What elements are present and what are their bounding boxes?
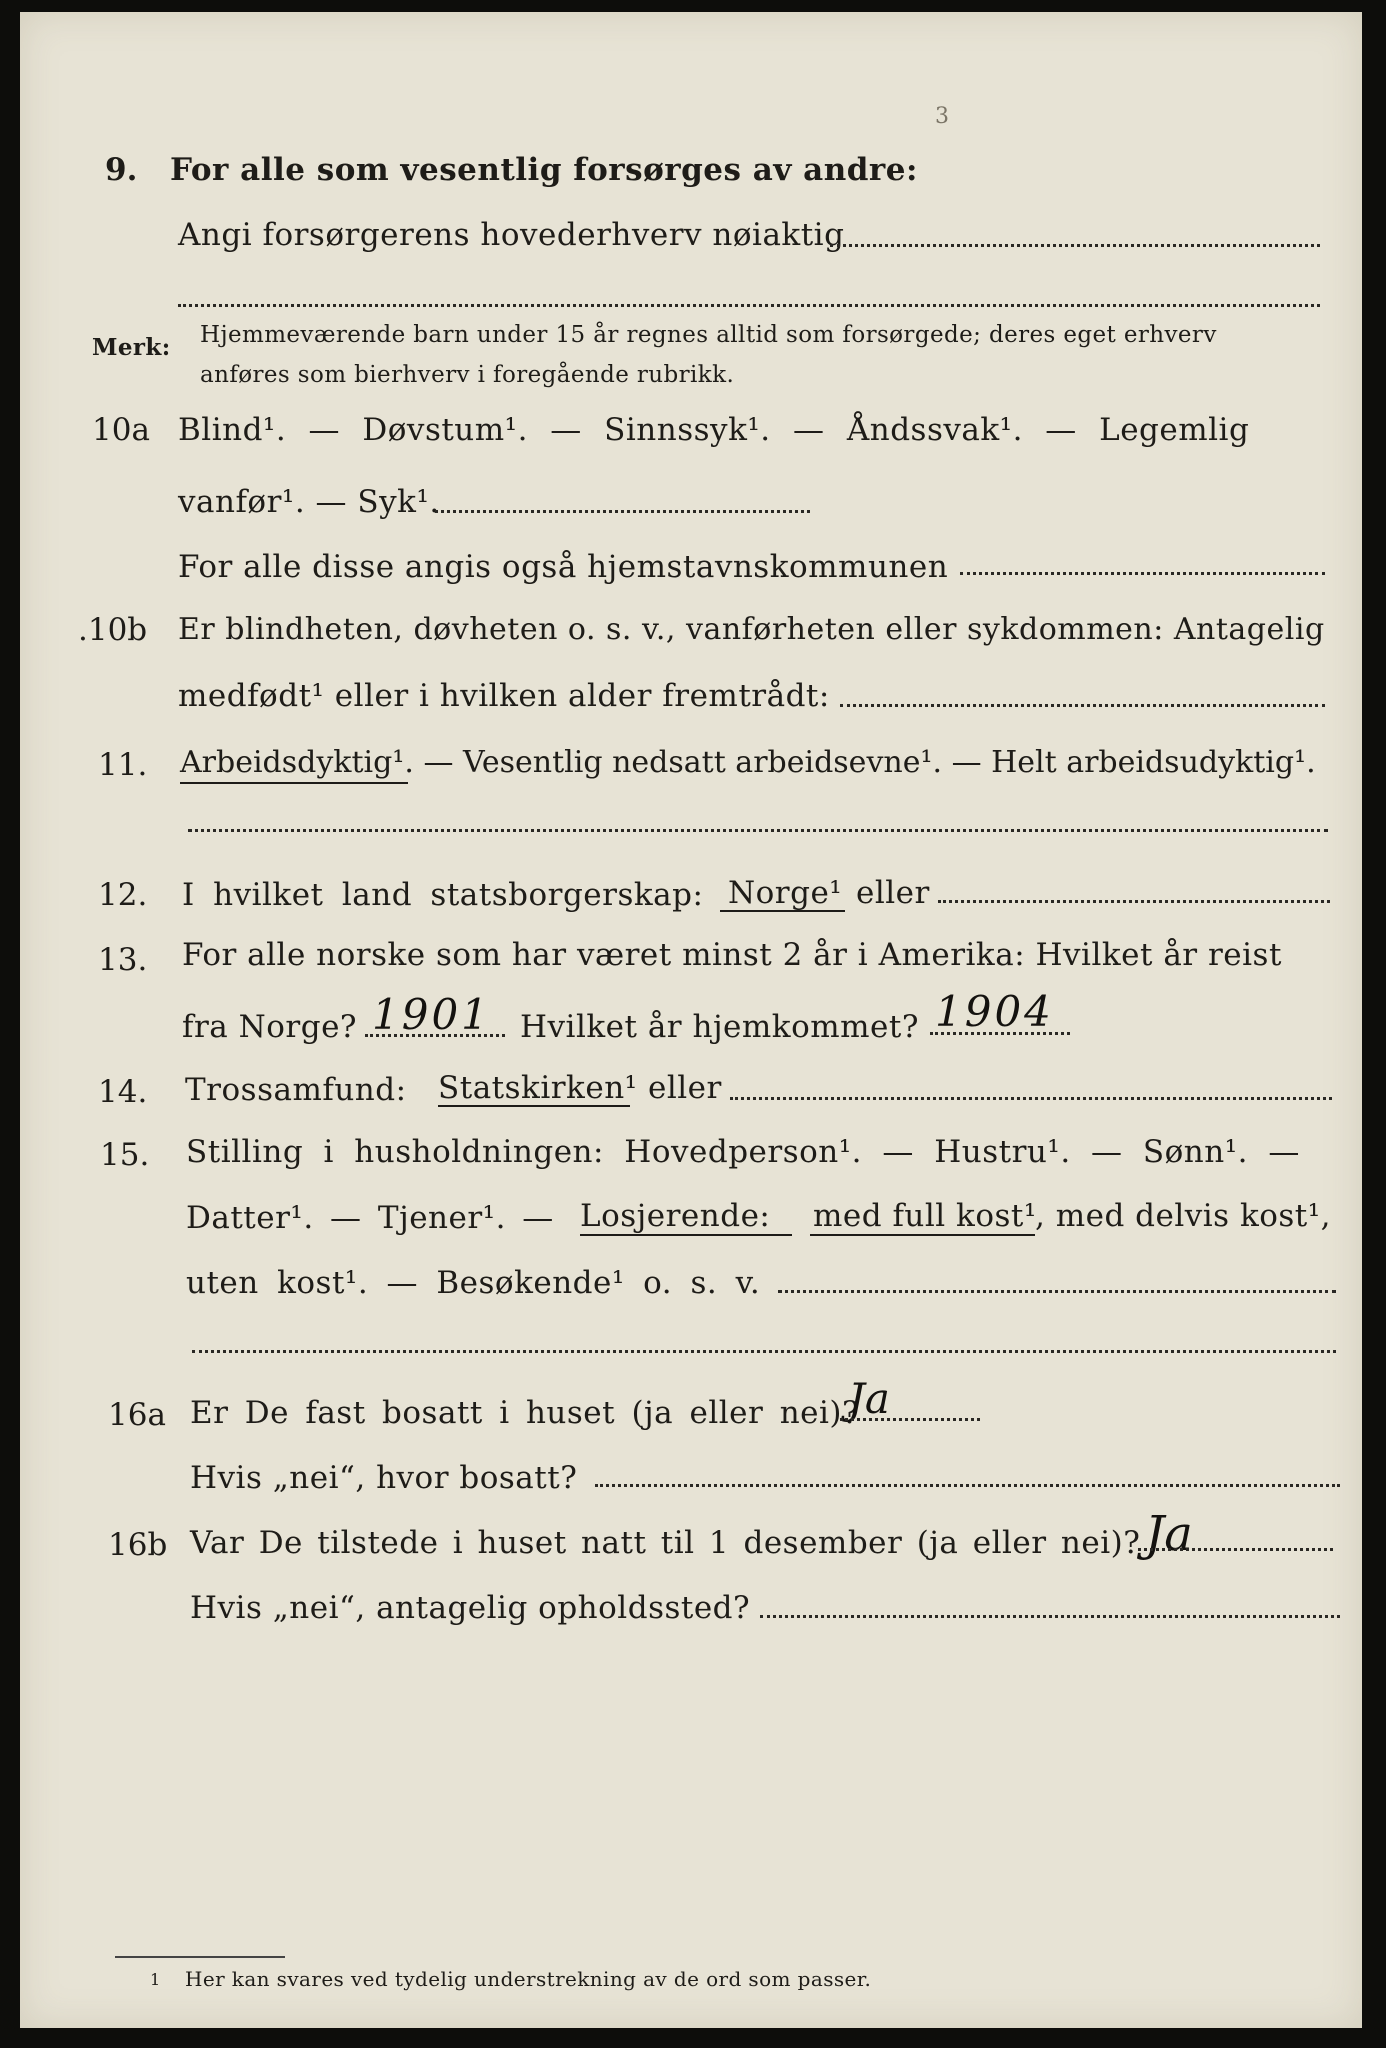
q11-line1: Arbeidsdyktig¹. — Vesentlig nedsatt arbeidsevne¹. — Helt arbeidsudyktig¹. bbox=[180, 745, 1316, 780]
census-form-page bbox=[20, 12, 1362, 2028]
q10a-syk-line[interactable] bbox=[435, 510, 810, 513]
q13-prefix: fra Norge? bbox=[182, 1009, 358, 1045]
footnote-text: Her kan svares ved tydelig understrekning av de ord som passer. bbox=[185, 1967, 872, 1991]
q15-line2-d: , med delvis kost¹, bbox=[1035, 1198, 1332, 1234]
q16a-answer-line[interactable] bbox=[840, 1418, 980, 1421]
q16a-number: 16a bbox=[108, 1397, 166, 1433]
q10a-hjemstavn-line[interactable] bbox=[960, 572, 1325, 575]
q13-line1: For alle norske som har været minst 2 år i Amerika: Hvilket år reist bbox=[182, 937, 1282, 973]
q16a-answer[interactable]: Ja bbox=[848, 1374, 890, 1423]
q10a-number: 10a bbox=[92, 412, 150, 448]
q13-number: 13. bbox=[98, 942, 148, 978]
q11-number: 11. bbox=[98, 747, 148, 783]
q16a-line1: Er De fast bosatt i huset (ja eller nei)? bbox=[190, 1395, 860, 1431]
q16a-bosatt-line[interactable] bbox=[595, 1484, 1340, 1487]
q14-number: 14. bbox=[98, 1074, 148, 1110]
q14-prefix: Trossamfund: bbox=[185, 1072, 407, 1108]
q15-underline-fullkost bbox=[810, 1234, 1035, 1236]
q15-number: 15. bbox=[100, 1137, 150, 1173]
q13-middle: Hvilket år hjemkommet? bbox=[520, 1009, 919, 1045]
q10a-line2: vanfør¹. — Syk¹. bbox=[178, 484, 440, 520]
q12-suffix: eller bbox=[856, 875, 930, 911]
q10b-number: .10b bbox=[78, 612, 148, 648]
q13-answer-reist[interactable]: 1901 bbox=[372, 990, 491, 1039]
q10a-line3: For alle disse angis også hjemstavnskommunen bbox=[178, 549, 949, 585]
q16a-line2: Hvis „nei“, hvor bosatt? bbox=[190, 1460, 578, 1496]
q16b-line2: Hvis „nei“, antagelig opholdssted? bbox=[190, 1590, 751, 1626]
q9-number: 9. bbox=[105, 152, 138, 188]
q9-line2: Angi forsørgerens hovederhverv nøiaktig bbox=[178, 217, 845, 253]
q16b-opholdssted-line[interactable] bbox=[760, 1615, 1340, 1618]
q10b-answer-line[interactable] bbox=[840, 704, 1325, 707]
q10b-line2: medfødt¹ eller i hvilken alder fremtrådt: bbox=[178, 678, 830, 714]
q11-extra-line[interactable] bbox=[188, 829, 1328, 832]
q15-line2-fullkost: med full kost¹ bbox=[813, 1198, 1037, 1234]
q10a-line1: Blind¹. — Døvstum¹. — Sinnssyk¹. — Åndssvak¹. — Legemlig bbox=[178, 412, 1250, 448]
merk-label: Merk: bbox=[92, 334, 171, 361]
q10b-line1: Er blindheten, døvheten o. s. v., vanførheten eller sykdommen: Antagelig bbox=[178, 612, 1325, 647]
q11-underline-arbeidsdyktig bbox=[180, 782, 408, 784]
q16b-answer[interactable]: Ja bbox=[1145, 1506, 1193, 1562]
q15-line1: Stilling i husholdningen: Hovedperson¹. — Hustru¹. — Sønn¹. — bbox=[186, 1134, 1300, 1170]
merk-line1: Hjemmeværende barn under 15 år regnes alltid som forsørgede; deres eget erhverv bbox=[200, 322, 1217, 348]
q15-line3: uten kost¹. — Besøkende¹ o. s. v. bbox=[186, 1265, 761, 1301]
q14-option-statskirken: Statskirken¹ bbox=[438, 1070, 638, 1106]
q13-answer-hjemkommet[interactable]: 1904 bbox=[935, 987, 1054, 1036]
q13-hjemkommet-line[interactable] bbox=[930, 1032, 1070, 1035]
q14-answer-line[interactable] bbox=[730, 1097, 1332, 1100]
q16b-number: 16b bbox=[108, 1527, 168, 1563]
q12-option-norge: Norge¹ bbox=[728, 875, 843, 911]
q15-extra-line[interactable] bbox=[192, 1350, 1336, 1353]
footnote-rule bbox=[115, 1956, 285, 1958]
q12-underline-norge bbox=[720, 910, 845, 912]
merk-line2: anføres som bierhverv i foregående rubrikk. bbox=[200, 362, 735, 388]
q15-answer-line[interactable] bbox=[778, 1290, 1336, 1293]
q14-suffix: eller bbox=[648, 1070, 722, 1106]
q16b-line1: Var De tilstede i huset natt til 1 desember (ja eller nei)? bbox=[190, 1525, 1141, 1561]
pencil-mark: 3 bbox=[935, 104, 949, 129]
q14-underline-statskirken bbox=[438, 1105, 630, 1107]
footnote-marker: 1 bbox=[150, 1970, 161, 1989]
q12-answer-line[interactable] bbox=[938, 900, 1330, 903]
q15-underline-losjerende bbox=[580, 1234, 792, 1236]
q9-extra-line[interactable] bbox=[178, 304, 1320, 307]
q12-prefix: I hvilket land statsborgerskap: bbox=[182, 877, 704, 913]
q15-line2-a: Datter¹. — Tjener¹. — bbox=[186, 1200, 554, 1236]
q13-reist-line[interactable] bbox=[365, 1034, 505, 1037]
q9-line1: For alle som vesentlig forsørges av andre: bbox=[170, 152, 918, 188]
q16b-answer-line[interactable] bbox=[1138, 1548, 1333, 1551]
q12-number: 12. bbox=[98, 877, 148, 913]
q15-line2-losjerende: Losjerende: bbox=[580, 1198, 771, 1234]
q9-answer-line[interactable] bbox=[830, 244, 1320, 247]
